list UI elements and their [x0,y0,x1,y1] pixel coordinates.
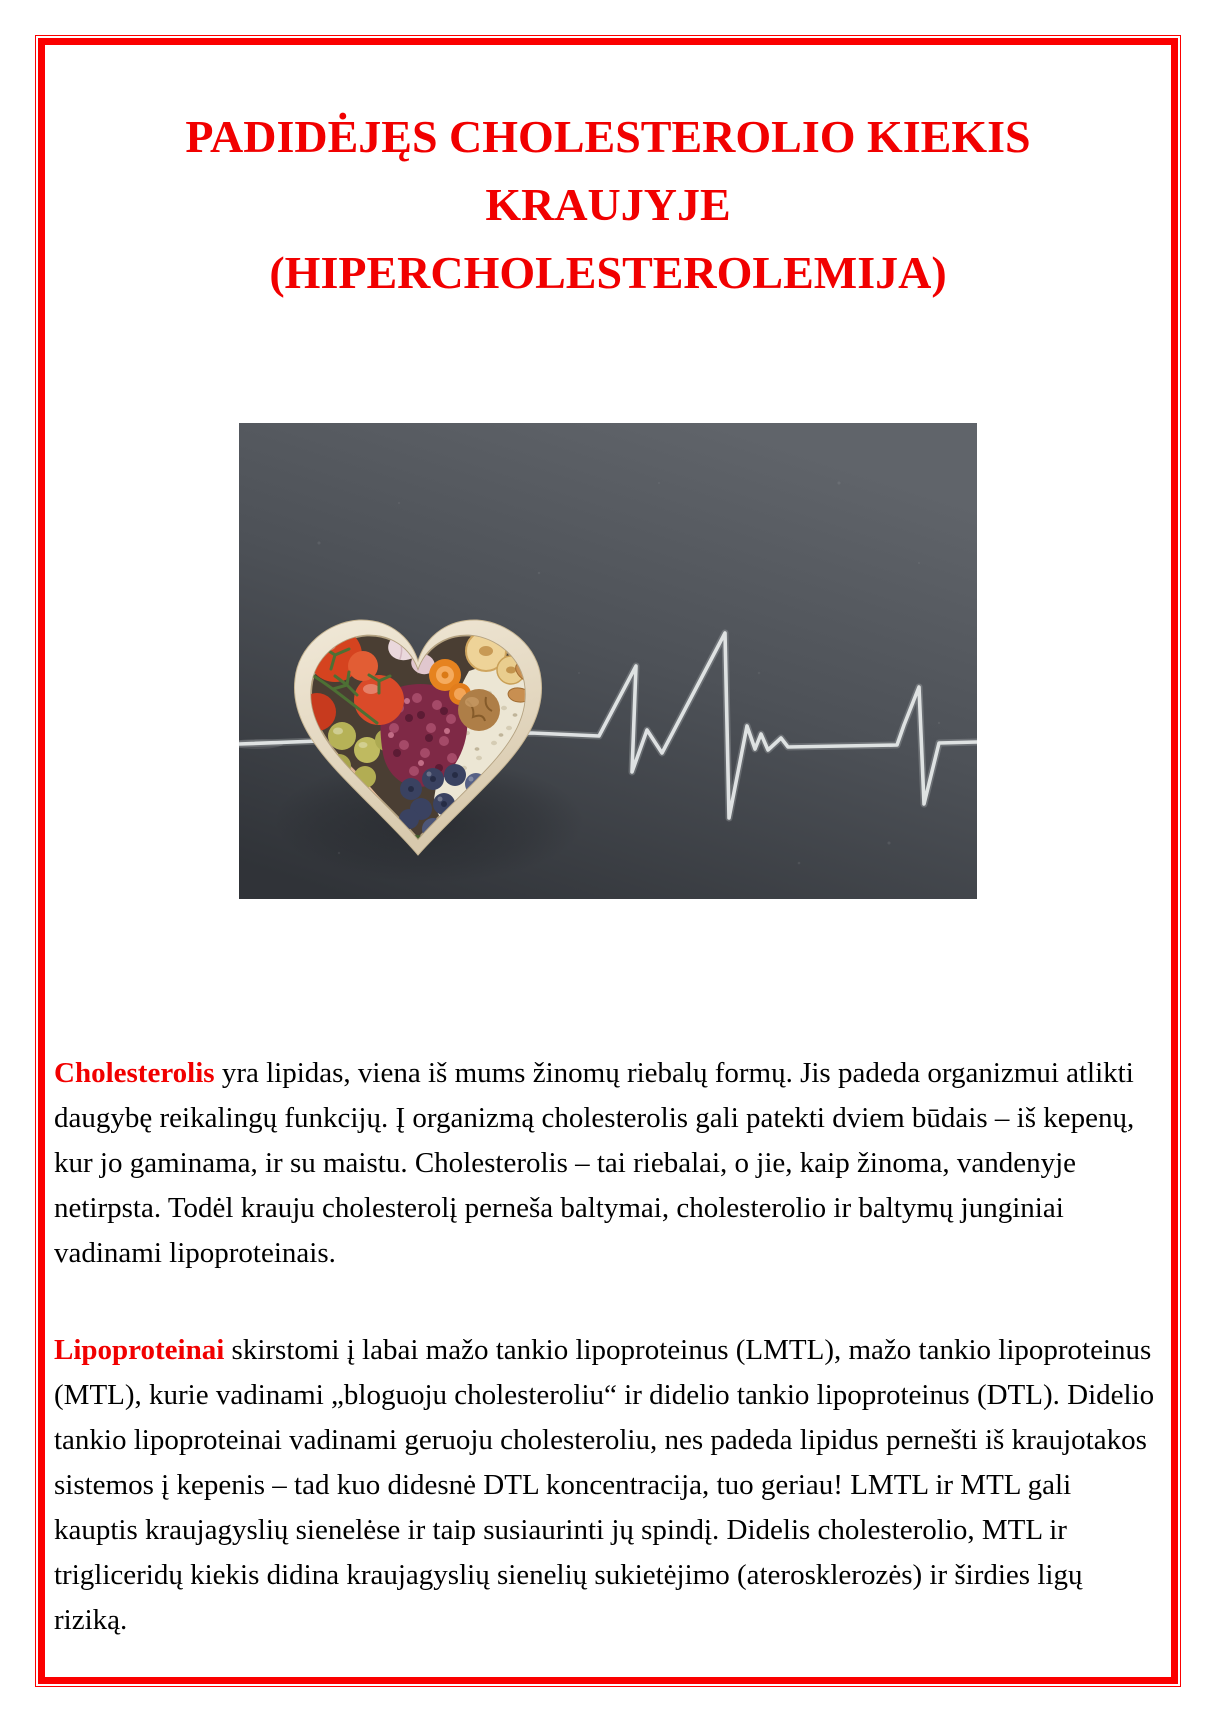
title-line-2: KRAUJYJE [485,179,731,230]
paragraph-lipoproteinai [54,1328,1162,1643]
paragraph-lead-cholesterolis: Cholesterolis [54,1057,215,1089]
title-line-3: (HIPERCHOLESTEROLEMIJA) [269,247,947,298]
hero-image [239,423,977,899]
page-frame [38,38,1178,1684]
document-title [54,103,1162,307]
walnut [458,689,500,731]
paragraph-cholesterolis [54,1051,1162,1276]
chalkboard-photo [239,423,977,899]
title-line-1: PADIDĖJĘS CHOLESTEROLIO KIEKIS [185,111,1031,162]
paragraph-text-cholesterolis: yra lipidas, viena iš mums žinomų riebalų formų. Jis padeda organizmui atlikti daugybę reikalingų funkcijų. Į organizmą cholesterolis gali patekti dviem būdais – iš kepenų, kur jo gaminama, ir su maistu. Cholesterolis – tai riebalai, o jie, kaip žinoma, vandenyje netirpsta. Todėl krauju cholesterolį perneša baltymai, cholesterolio ir baltymų junginiai vadinami lipoproteinais. [54,1057,1135,1269]
paragraph-lead-lipoproteinai: Lipoproteinai [54,1334,225,1366]
paragraph-text-lipoproteinai: skirstomi į labai mažo tankio lipoproteinus (LMTL), mažo tankio lipoproteinus (MTL), kurie vadinami „bloguoju cholesteroliu“ ir didelio tankio lipoproteinus (DTL). Didelio tankio lipoproteinai vadinami geruoju cholesteroliu, nes padeda lipidus pernešti iš kraujotakos sistemos į kepenis – tad kuo didesnė DTL koncentracija, tuo geriau! LMTL ir MTL gali kauptis kraujagyslių sienelėse ir taip susiaurinti jų spindį. Didelis cholesterolio, MTL ir trigliceridų kiekis didina kraujagyslių sienelių sukietėjimo (aterosklerozės) ir širdies ligų riziką. [54,1334,1155,1636]
